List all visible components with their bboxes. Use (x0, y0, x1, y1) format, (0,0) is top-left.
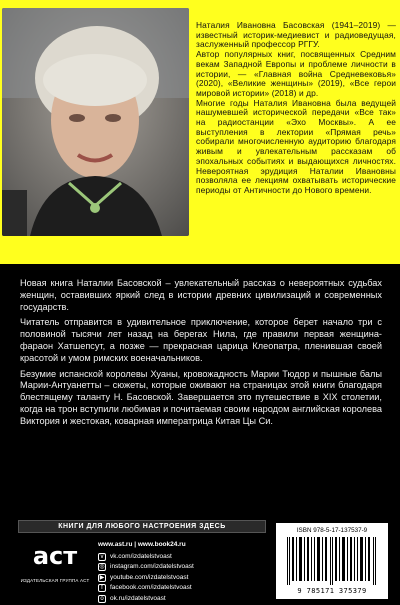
social-link-text: vk.com/izdatelstvoast (110, 552, 172, 560)
social-link-vk[interactable] (98, 552, 268, 563)
author-portrait-image (2, 8, 189, 236)
blurb-paragraph-1: Новая книга Наталии Басовской – увлекательный рассказ о невероятных судьбах женщин, оставивших яркий след в истории древних цивилизаций и современных государств. (20, 278, 382, 312)
blurb-paragraph-3: Безумие испанской королевы Хуаны, кровожадность Марии Тюдор и пышные балы Марии-Антуанетты – сюжеты, которые оживают на страницах этой книги благодаря блестящему таланту Н. Басовской. Завершается это путешествие в XIX столетии, когда на трон вступили любимая и почитаемая своим народом английская королева Виктория и жестокая, коварная императрица Китая Цы Си. (20, 368, 382, 426)
publisher-logo (20, 542, 90, 594)
social-link-text: instagram.com/izdatelstvoast (110, 563, 194, 570)
isbn-label: ISBN 978-5-17-137537-9 (296, 527, 368, 534)
instagram-icon: ◎ (99, 564, 105, 571)
social-link-youtube[interactable] (98, 573, 268, 584)
social-link-text: youtube.com/izdatelstvoast (110, 573, 189, 581)
website-links[interactable]: www.ast.ru | www.book24.ru (98, 541, 186, 548)
author-photo (2, 8, 189, 236)
isbn-barcode-panel (276, 523, 388, 599)
ast-logo-mark: аст (32, 542, 78, 570)
social-link-text: ok.ru/izdatelstvoast (110, 594, 166, 602)
author-bio (196, 21, 396, 196)
publisher-caption: ИЗДАТЕЛЬСКАЯ ГРУППА АСТ (20, 578, 90, 583)
youtube-icon: ▶ (99, 574, 105, 581)
author-bio-career: Многие годы Наталия Ивановна была ведущей нашумевшей исторической передачи «Все так» на радиостанции «Эхо Москвы». А ее выступления в лектории «Прямая речь» собирали многочисленную аудиторию благодаря живым и увлекательным рассказам об эпохальных событиях и выдающихся личностях. Невероятная эрудиция Наталии Ивановны позволяла ее лекциям охватывать исторические периоды от Античности до Нового времени. (196, 97, 396, 195)
book-blurb (20, 278, 382, 432)
author-panel (0, 0, 400, 264)
author-bio-intro: Наталия Ивановна Басовская (1941–2019) — известный историк-медиевист и радиоведущая, заслуженный профессор РГГУ. (196, 20, 396, 50)
barcode-digits: 9 785171 375379 (297, 587, 367, 595)
social-link-instagram[interactable] (98, 562, 268, 573)
barcode-image (286, 537, 380, 585)
tagline-banner: КНИГИ ДЛЯ ЛЮБОГО НАСТРОЕНИЯ ЗДЕСЬ (18, 520, 266, 533)
publisher-links (98, 540, 268, 604)
facebook-icon: f (98, 584, 106, 592)
blurb-paragraph-2: Читатель отправится в удивительное приключение, которое берет начало три с половиной тысячи лет назад на берегах Нила, где правили первая женщина-фараон Хатшепсут, а позже — прекрасная царица Клеопатра, пленившая своей красотой и умом римских военачальников. (20, 317, 382, 363)
vk-icon: v (98, 553, 106, 561)
social-link-text: facebook.com/izdatelstvoast (110, 584, 192, 591)
author-bio-books: Автор популярных книг, посвященных Средним векам Западной Европы и проблеме личности в истории, — «Главная война Средневековья» (2020), «Великие женщины» (2019), «Все герои мировой истории» (2018) и др. (196, 49, 396, 98)
social-link-odnoklassniki[interactable] (98, 594, 268, 605)
odnoklassniki-icon: o (98, 595, 106, 603)
social-link-facebook[interactable] (98, 583, 268, 594)
